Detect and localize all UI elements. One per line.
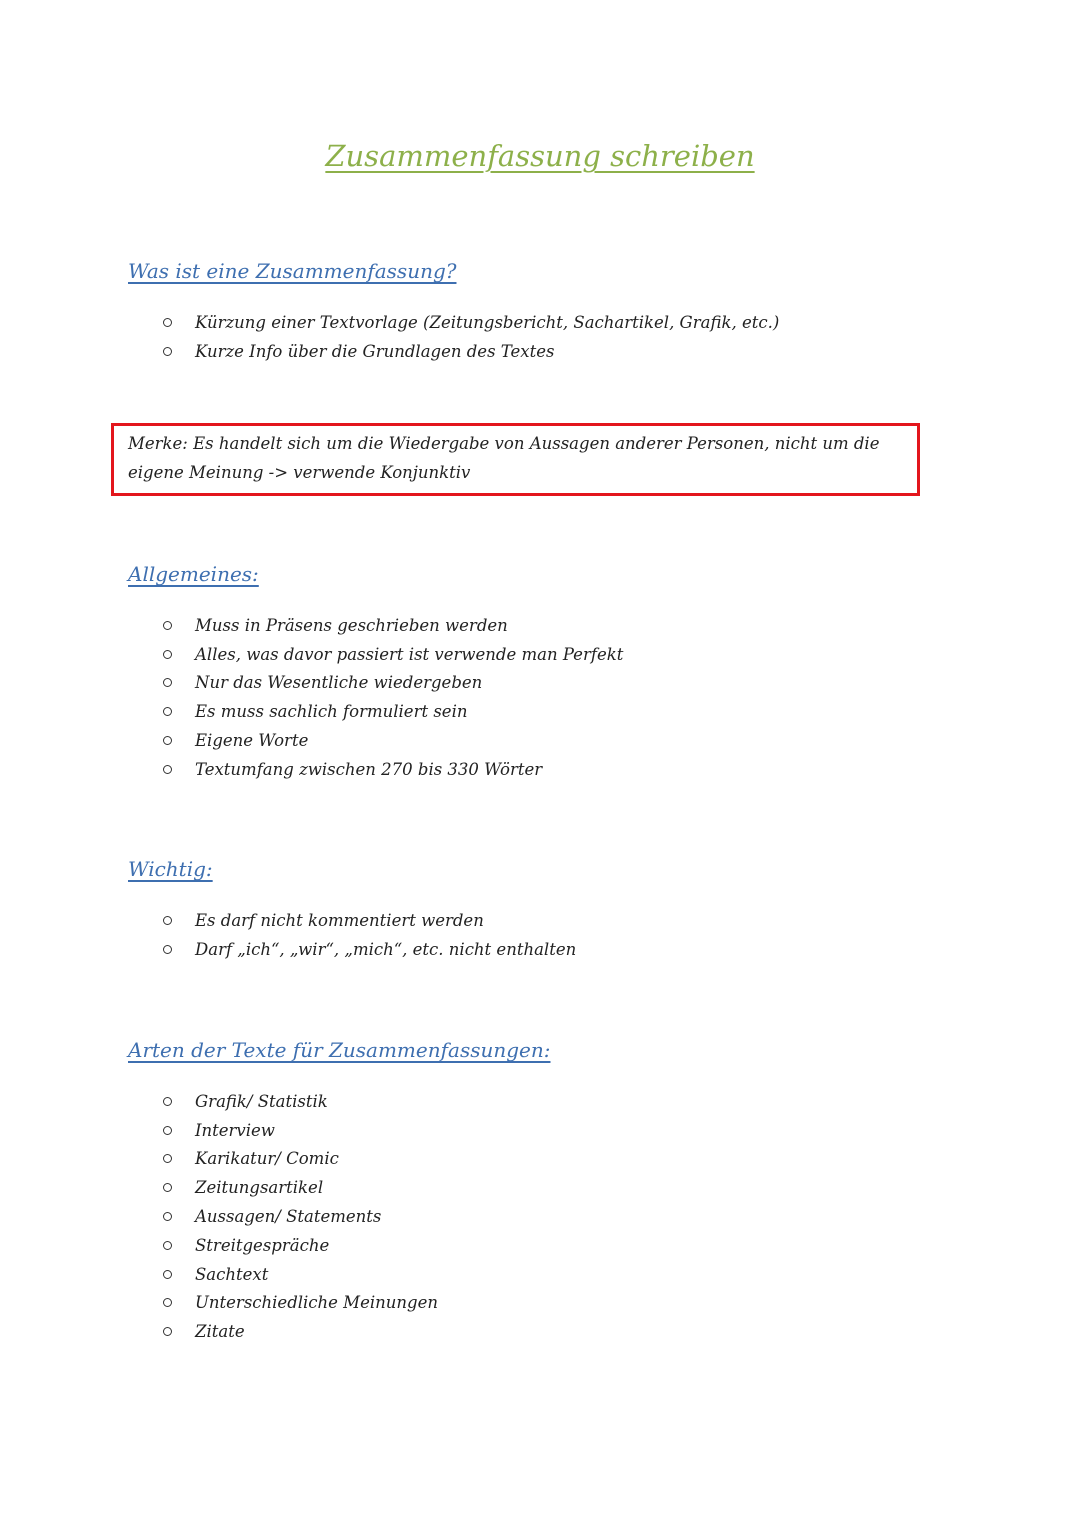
list-item: Sachtext xyxy=(160,1260,438,1289)
circle-bullet-icon xyxy=(163,1097,172,1106)
list-item: Aussagen/ Statements xyxy=(160,1202,438,1231)
general-list xyxy=(160,611,623,784)
page-title: Zusammenfassung schreiben xyxy=(325,139,755,173)
list-item: Darf „ich“, „wir“, „mich“, etc. nicht enthalten xyxy=(160,935,576,964)
circle-bullet-icon xyxy=(163,1183,172,1192)
circle-bullet-icon xyxy=(163,1212,172,1221)
list-item: Nur das Wesentliche wiedergeben xyxy=(160,669,623,698)
list-item: Karikatur/ Comic xyxy=(160,1145,438,1174)
list-item: Eigene Worte xyxy=(160,726,623,755)
list-item: Kürzung einer Textvorlage (Zeitungsbericht, Sachartikel, Grafik, etc.) xyxy=(160,308,779,337)
circle-bullet-icon xyxy=(163,736,172,745)
list-item: Streitgespräche xyxy=(160,1231,438,1260)
list-item: Grafik/ Statistik xyxy=(160,1087,438,1116)
list-item: Muss in Präsens geschrieben werden xyxy=(160,611,623,640)
text-types-list xyxy=(160,1087,438,1346)
circle-bullet-icon xyxy=(163,347,172,356)
circle-bullet-icon xyxy=(163,650,172,659)
circle-bullet-icon xyxy=(163,945,172,954)
list-item: Alles, was davor passiert ist verwende man Perfekt xyxy=(160,640,623,669)
circle-bullet-icon xyxy=(163,318,172,327)
circle-bullet-icon xyxy=(163,1241,172,1250)
list-item: Interview xyxy=(160,1116,438,1145)
circle-bullet-icon xyxy=(163,1327,172,1336)
section-heading-general: Allgemeines: xyxy=(128,562,259,586)
circle-bullet-icon xyxy=(163,678,172,687)
circle-bullet-icon xyxy=(163,1126,172,1135)
circle-bullet-icon xyxy=(163,1298,172,1307)
list-item: Textumfang zwischen 270 bis 330 Wörter xyxy=(160,755,623,784)
list-item: Es darf nicht kommentiert werden xyxy=(160,906,576,935)
circle-bullet-icon xyxy=(163,707,172,716)
note-text: Merke: Es handelt sich um die Wiedergabe von Aussagen anderer Personen, nicht um die eigene Meinung -> verwende Konjunktiv xyxy=(128,434,880,482)
list-item: Kurze Info über die Grundlagen des Textes xyxy=(160,337,779,366)
circle-bullet-icon xyxy=(163,1270,172,1279)
list-item: Es muss sachlich formuliert sein xyxy=(160,697,623,726)
section-heading-definition: Was ist eine Zusammenfassung? xyxy=(128,259,457,283)
list-item: Zitate xyxy=(160,1317,438,1346)
list-item: Zeitungsartikel xyxy=(160,1173,438,1202)
section-heading-important: Wichtig: xyxy=(128,857,213,881)
important-list xyxy=(160,906,576,964)
definition-list xyxy=(160,308,779,366)
circle-bullet-icon xyxy=(163,916,172,925)
list-item: Unterschiedliche Meinungen xyxy=(160,1289,438,1318)
section-heading-text-types: Arten der Texte für Zusammenfassungen: xyxy=(128,1038,551,1062)
circle-bullet-icon xyxy=(163,621,172,630)
circle-bullet-icon xyxy=(163,1154,172,1163)
circle-bullet-icon xyxy=(163,765,172,774)
